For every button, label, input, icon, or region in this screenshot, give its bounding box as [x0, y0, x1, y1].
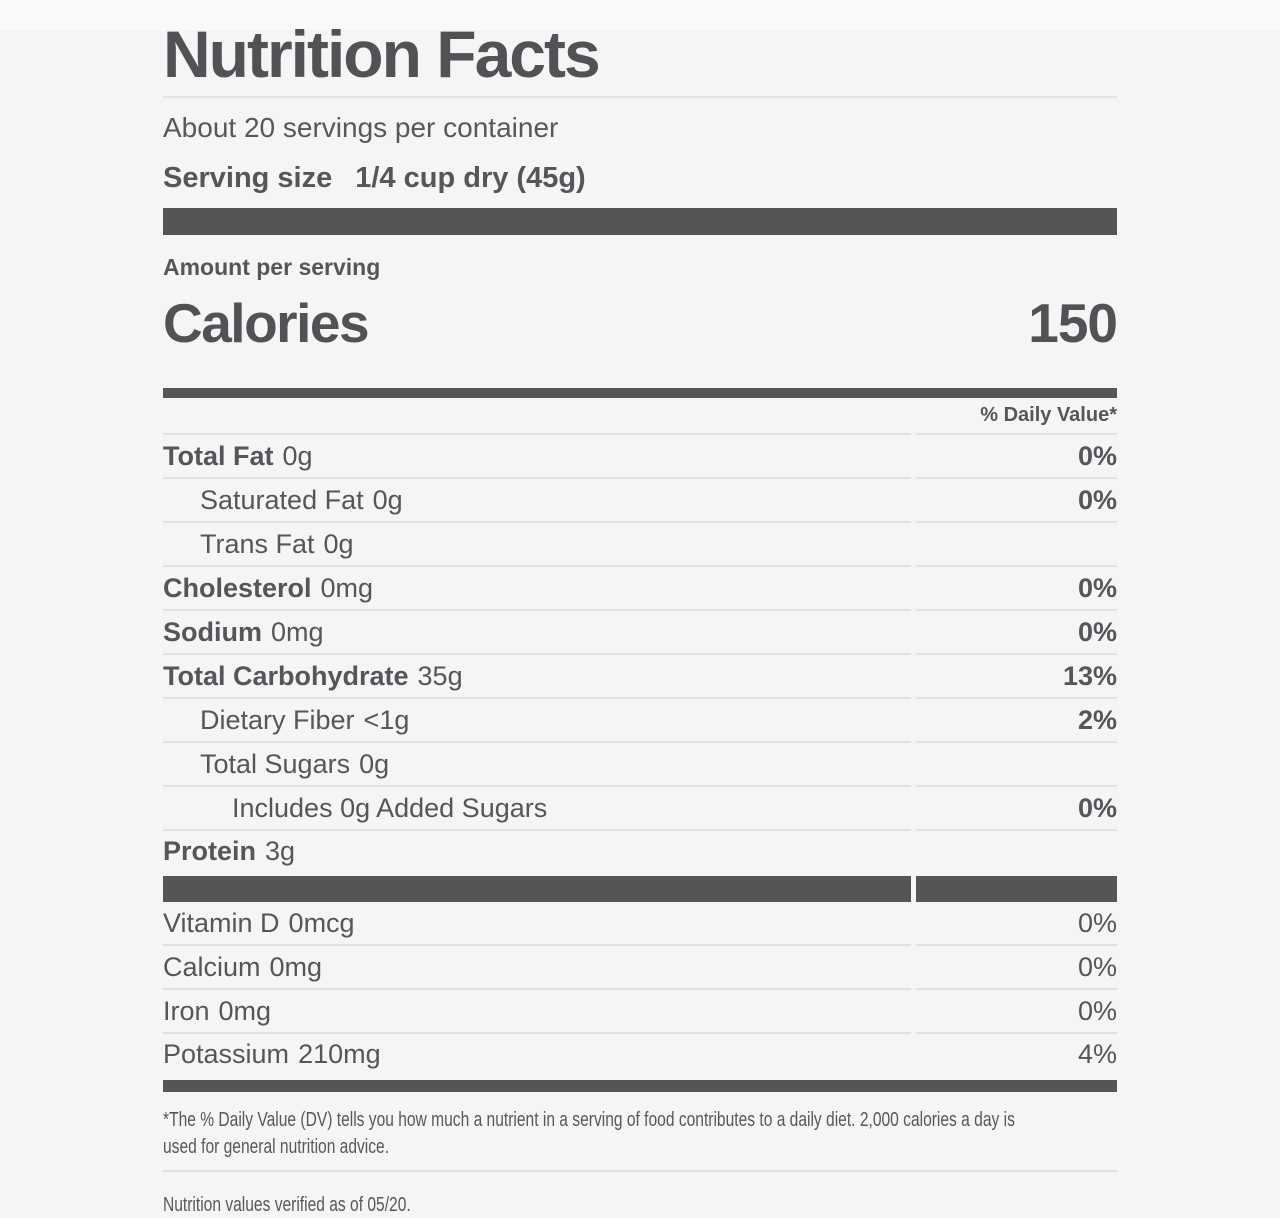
calories-label: Calories [163, 292, 369, 354]
section-bar-left-segment [163, 876, 911, 902]
nutrient-amount: 0g [282, 440, 313, 471]
nutrient-name: Sodium [163, 616, 262, 647]
nutrient-name: Cholesterol [163, 572, 312, 603]
footnote-line-2: used for general nutrition advice. [163, 1136, 390, 1158]
nutrient-name: Dietary Fiber [200, 704, 355, 735]
nutrient-row-added-sugars [163, 787, 1117, 831]
nutrient-name: Vitamin D [163, 907, 280, 938]
nutrient-row-total-carbohydrate [163, 655, 1117, 699]
nutrient-dv: 0% [1077, 616, 1117, 647]
daily-value-header-spacer [163, 398, 911, 435]
nutrient-row-saturated-fat [163, 479, 1117, 523]
nutrient-row-total-fat [163, 435, 1117, 479]
nutrient-name: Total Sugars [200, 748, 351, 779]
amount-per-serving-label: Amount per serving [163, 254, 381, 280]
nutrient-name: Protein [163, 835, 257, 866]
nutrient-name: Potassium [163, 1038, 290, 1069]
nutrient-amount: 0g [359, 748, 390, 779]
nutrient-row-trans-fat [163, 523, 1117, 567]
verified-note: Nutrition values verified as of 05/20. [163, 1194, 411, 1216]
calories-separator-bar [163, 388, 1117, 398]
micronutrient-row-vitamin-d [163, 902, 1117, 946]
nutrient-dv: 13% [1062, 660, 1117, 691]
nutrient-amount: 210mg [298, 1038, 381, 1069]
nutrient-name: Total Carbohydrate [163, 660, 409, 691]
nutrient-row-cholesterol [163, 567, 1117, 611]
nutrient-name: Includes 0g Added Sugars [232, 792, 548, 823]
footnote-line-1: *The % Daily Value (DV) tells you how much a nutrient in a serving of food contributes to a daily diet. 2,000 calories a day is [163, 1109, 1015, 1131]
nutrient-rows [163, 435, 1117, 871]
nutrient-dv: 0% [1077, 907, 1117, 938]
serving-size-row [163, 162, 1117, 195]
nutrient-name: Saturated Fat [200, 484, 364, 515]
nutrient-dv: 0% [1077, 792, 1117, 823]
nutrient-dv: 0% [1077, 951, 1117, 982]
nutrition-facts-panel [163, 16, 1117, 1217]
nutrient-row-sodium [163, 611, 1117, 655]
section-bar-right-segment [916, 876, 1117, 902]
nutrition-facts-title: Nutrition Facts [163, 17, 599, 91]
title-divider [163, 96, 1117, 98]
nutrient-dv: 0% [1077, 572, 1117, 603]
nutrient-name: Total Fat [163, 440, 274, 471]
nutrient-dv: 0% [1077, 995, 1117, 1026]
nutrient-row-protein [163, 831, 1117, 871]
nutrient-name: Calcium [163, 951, 261, 982]
serving-size-value: 1/4 cup dry (45g) [355, 162, 586, 194]
nutrient-amount: 0g [372, 484, 403, 515]
micronutrient-rows [163, 902, 1117, 1074]
serving-size-label: Serving size [163, 162, 333, 194]
nutrient-amount: 0mcg [288, 907, 355, 938]
section-bar-top [163, 208, 1117, 235]
nutrient-dv: 2% [1077, 704, 1117, 735]
nutrient-amount: 0mg [269, 951, 323, 982]
nutrient-name: Iron [163, 995, 210, 1026]
nutrient-amount: 3g [265, 835, 296, 866]
calories-value: 150 [1028, 292, 1117, 354]
nutrient-row-dietary-fiber [163, 699, 1117, 743]
daily-value-header-row [163, 398, 1117, 435]
calories-row [163, 291, 1117, 355]
daily-value-header: % Daily Value* [916, 398, 1117, 435]
nutrient-row-total-sugars [163, 743, 1117, 787]
micronutrient-row-iron [163, 990, 1117, 1034]
servings-per-container: About 20 servings per container [163, 112, 559, 143]
nutrient-amount: 35g [417, 660, 463, 691]
nutrient-dv: 0% [1077, 484, 1117, 515]
nutrient-amount: <1g [363, 704, 410, 735]
footnote-divider [163, 1170, 1117, 1172]
nutrient-amount: 0mg [271, 616, 324, 647]
nutrient-dv: 0% [1077, 440, 1117, 471]
nutrient-dv: 4% [1077, 1038, 1117, 1069]
nutrient-amount: 0mg [320, 572, 374, 603]
daily-value-footnote [163, 1107, 1117, 1161]
nutrient-name: Trans Fat [200, 528, 315, 559]
nutrient-amount: 0g [323, 528, 354, 559]
micronutrient-row-potassium [163, 1034, 1117, 1074]
section-bar-bottom [163, 1080, 1117, 1092]
nutrient-amount: 0mg [218, 995, 272, 1026]
micronutrient-row-calcium [163, 946, 1117, 990]
section-bar-protein [163, 876, 1117, 902]
